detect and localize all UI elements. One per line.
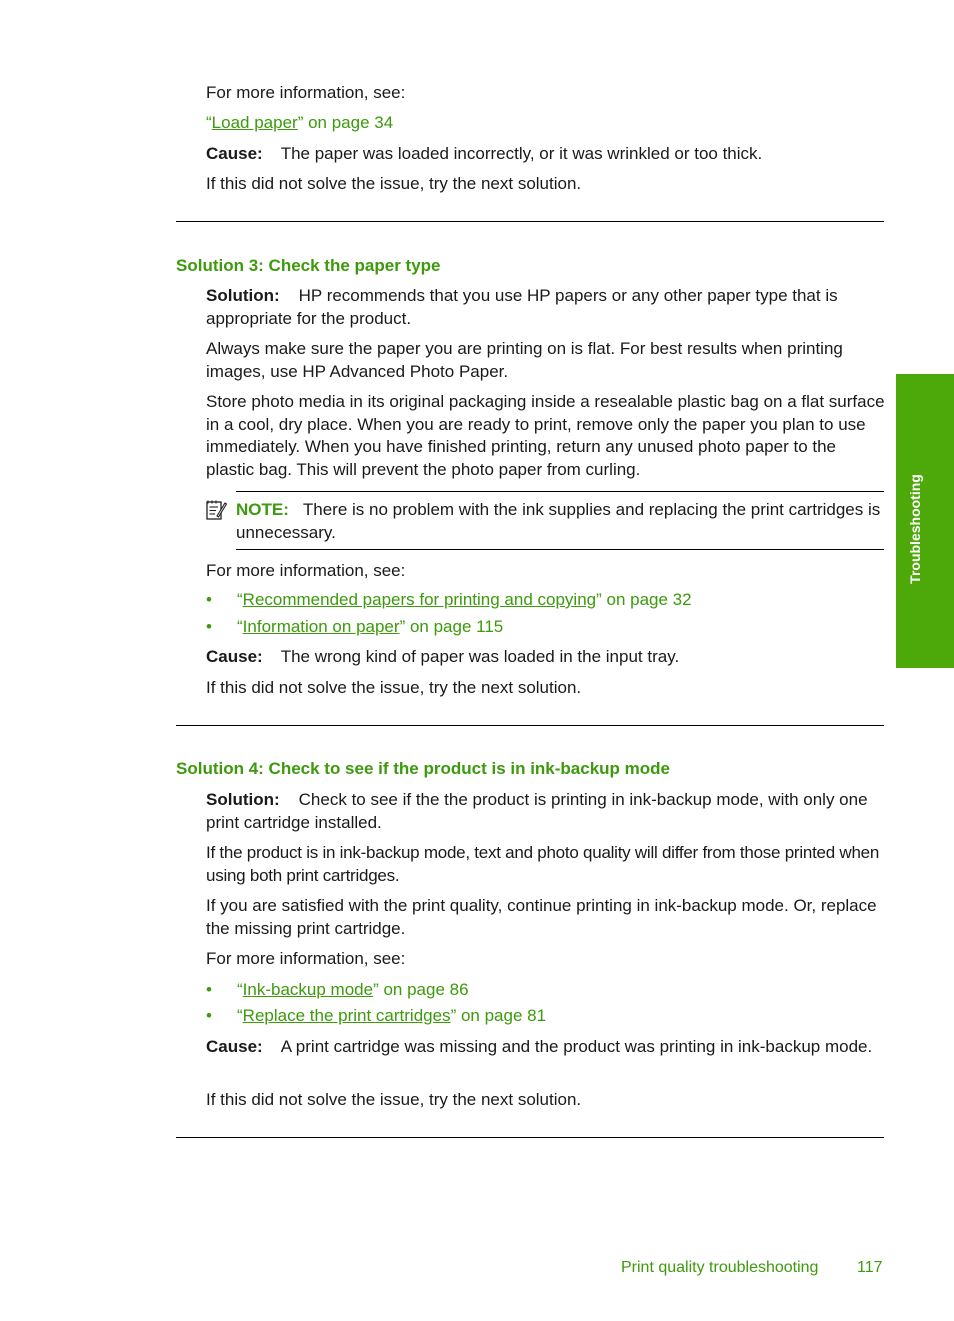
replace-cartridges-link[interactable]: Replace the print cartridges [242,1006,451,1025]
cause-text: A print cartridge was missing and the product was printing in ink-backup mode. [280,1037,873,1056]
bullet: • [206,617,212,636]
section-divider [176,1137,884,1138]
next-solution-text: If this did not solve the issue, try the next solution. [206,174,582,193]
bullet: • [206,1006,212,1025]
note-text: There is no problem with the ink supplies and replacing the print cartridges is unnecessary. [236,500,881,542]
next-solution-text: If this did not solve the issue, try the next solution. [206,1090,582,1109]
solution-3-paragraph-1: Always make sure the paper you are printing on is flat. For best results when printing images, use HP Advanced Photo Paper. [206,339,843,381]
list-item: “Recommended papers for printing and copying” on page 32 [237,590,692,609]
note-block [236,498,884,544]
solution-3-paragraph-2: Store photo media in its original packaging inside a resealable plastic bag on a flat surface in a cool, dry place. When you are ready to print, remove only the paper you plan to use immediately. When you have finished printing, return any unused photo paper to the plastic bag. This will prevent the photo paper from curling. [206,392,885,479]
solution-4-paragraph-2: If you are satisfied with the print quality, continue printing in ink-backup mode. Or, replace the missing print cartridge. [206,896,877,938]
note-pad-icon [205,499,227,521]
side-tab [896,374,954,668]
solution-label: Solution: [206,286,280,305]
cause-label: Cause: [206,144,263,163]
solution-text: Check to see if the the product is printing in ink-backup mode, with only one print cartridge installed. [206,790,868,832]
solution-4-heading: Solution 4: Check to see if the product is in ink-backup mode [176,759,671,778]
recommended-papers-link[interactable]: Recommended papers for printing and copying [242,590,597,609]
note-label: NOTE: [236,500,289,519]
bullet: • [206,590,212,609]
solution-3-solution [206,285,886,330]
side-tab-label: Troubleshooting [907,474,923,584]
list-item: “Information on paper” on page 115 [237,617,504,636]
section-divider [176,221,884,222]
solution-4-solution [206,789,886,834]
page-number: 117 [857,1259,883,1276]
solution-3-heading: Solution 3: Check the paper type [176,256,441,275]
cause-line [206,143,762,165]
more-info-text: For more information, see: [206,949,406,968]
cause-text: The paper was loaded incorrectly, or it was wrinkled or too thick. [280,144,763,163]
more-info-text: For more information, see: [206,561,406,580]
footer-section-title: Print quality troubleshooting [621,1259,819,1276]
section-divider [176,725,884,726]
more-info-text: For more information, see: [206,83,406,102]
information-on-paper-link[interactable]: Information on paper [242,617,400,636]
cause-label: Cause: [206,1037,263,1056]
list-item: “Replace the print cartridges” on page 81 [237,1006,547,1025]
load-paper-link[interactable]: Load paper [211,113,298,132]
cause-line [206,1036,886,1059]
list-item: “Ink-backup mode” on page 86 [237,980,469,999]
cause-text: The wrong kind of paper was loaded in the input tray. [280,647,680,666]
ink-backup-mode-link[interactable]: Ink-backup mode [242,980,374,999]
load-paper-reference: “Load paper” on page 34 [206,113,394,132]
solution-4-paragraph-1: If the product is in ink-backup mode, text and photo quality will differ from those printed when using both print cartridges. [206,843,880,885]
note-top-rule [236,491,884,492]
note-bottom-rule [236,549,884,550]
bullet: • [206,980,212,999]
solution-text: HP recommends that you use HP papers or any other paper type that is appropriate for the product. [206,286,838,328]
cause-label: Cause: [206,647,263,666]
solution-label: Solution: [206,790,280,809]
cause-line [206,646,679,668]
next-solution-text: If this did not solve the issue, try the next solution. [206,678,582,697]
